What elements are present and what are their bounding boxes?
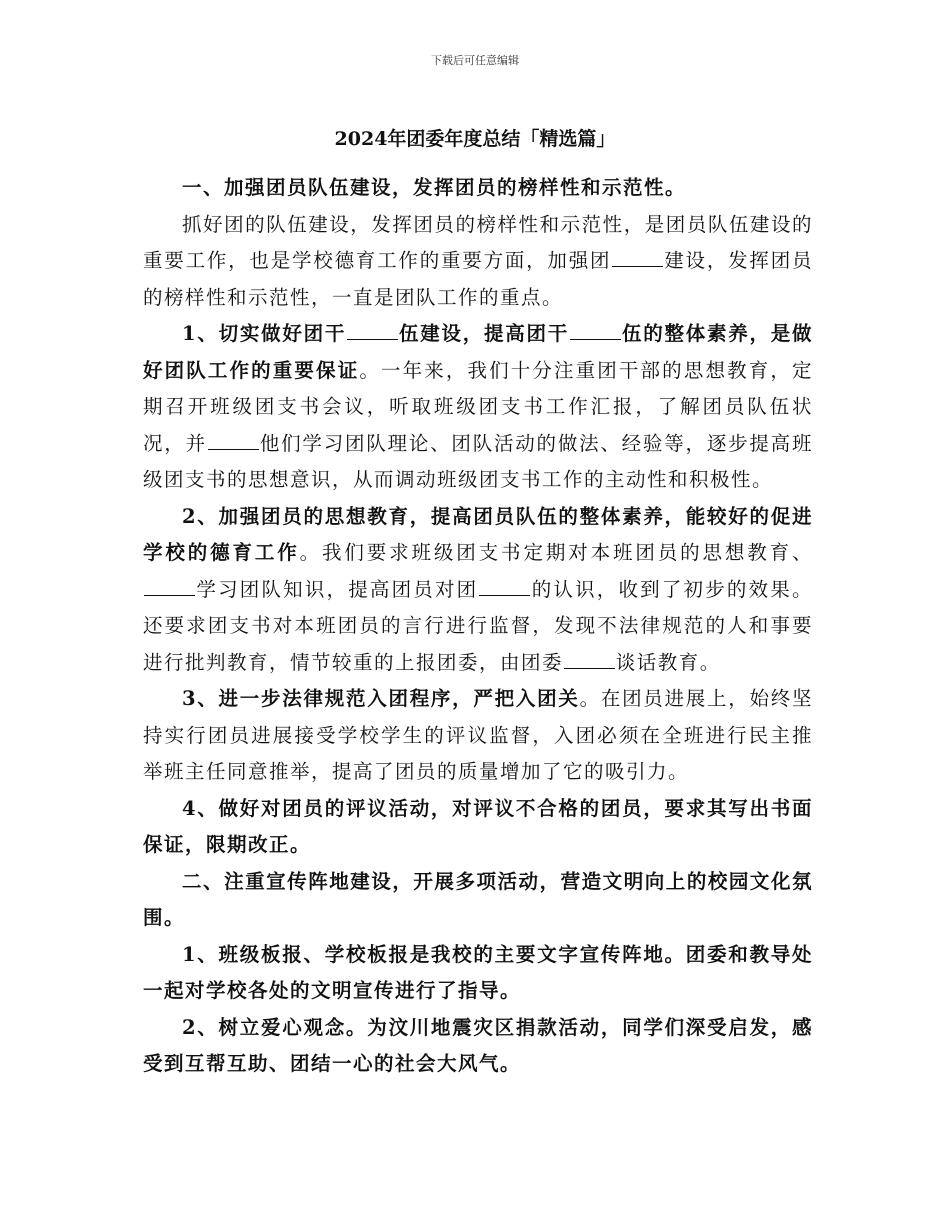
section-2-heading: 二、注重宣传阵地建设，开展多项活动，营造文明向上的校园文化氛围。 — [143, 869, 813, 929]
blank-underline — [144, 577, 195, 596]
item-2-text-d: 谈话教育。 — [615, 650, 721, 674]
item-3-text: 。在团员进展上，始终坚持实行团员进展接受学校学生的评议监督，入团必须在全班进行民主推举班主任同意推举，提高了团员的质量增加了它的吸引力。 — [143, 687, 813, 783]
item-3-bold: 3、进一步法律规范入团程序，严把入团关 — [182, 687, 580, 710]
section-2-item-1: 1、班级板报、学校板报是我校的主要文字宣传阵地。团委和教导处一起对学校各处的文明宣传进行了指导。 — [143, 942, 813, 1002]
intro-text-b: 建设，发挥团员的榜样性和示范性，一直是团队工作的重点。 — [143, 249, 813, 309]
document-body — [143, 170, 813, 1083]
item-4-paragraph: 4、做好对团员的评议活动，对评议不合格的团员，要求其写出书面保证，限期改正。 — [143, 796, 813, 856]
intro-text-a: 抓好团的队伍建设，发挥团员的榜样性和示范性，是团员队伍建设的重要工作，也是学校德育工作的重要方面，加强团 — [143, 212, 813, 272]
section-2-item-2: 2、树立爱心观念。为汶川地震灾区捐款活动，同学们深受启发，感受到互帮互助、团结一心的社会大风气。 — [143, 1015, 813, 1075]
item-1-bold-c: 伍的整体素养，是做好团队工作的重要保证 — [143, 322, 813, 382]
item-2-paragraph — [143, 499, 813, 682]
blank-underline — [208, 431, 259, 450]
item-1-paragraph — [143, 316, 813, 499]
section-1-intro-paragraph — [143, 207, 813, 317]
blank-underline — [612, 248, 663, 267]
blank-underline — [347, 321, 398, 340]
section-1-heading: 一、加强团员队伍建设，发挥团员的榜样性和示范性。 — [182, 176, 687, 199]
blank-underline — [570, 321, 621, 340]
blank-underline — [479, 577, 530, 596]
item-1-text-a: 。一年来，我们十分注重团干部的思想教育，定期召开班级团支书会议，听取班级团支书工作汇报，了解团员队伍状况，并 — [143, 358, 813, 455]
item-2-text-b: 学习团队知识，提高团员对团 — [195, 577, 479, 601]
page-header-note: 下载后可任意编辑 — [431, 54, 519, 67]
item-1-bold-a: 1、切实做好团干 — [182, 322, 347, 345]
item-2-text-a: 。我们要求班级团支书定期对本班团员的思想教育、 — [299, 541, 813, 564]
item-2-text-c: 的认识，收到了初步的效果。还要求团支书对本班团员的言行进行监督，发现不法律规范的人和事要进行批判教育，情节较重的上报团委，由团委 — [143, 577, 813, 674]
blank-underline — [564, 650, 615, 669]
item-2-bold: 2、加强团员的思想教育，提高团员队伍的整体素养，能较好的促进学校的德育工作 — [143, 504, 813, 564]
item-1-bold-b: 伍建设，提高团干 — [398, 322, 570, 345]
document-title: 2024年团委年度总结「精选篇」 — [334, 128, 616, 150]
item-3-paragraph — [143, 681, 813, 791]
item-1-text-b: 他们学习团队理论、团队活动的做法、经验等，逐步提高班级团支书的思想意识，从而调动班级团支书工作的主动性和积极性。 — [143, 431, 813, 491]
